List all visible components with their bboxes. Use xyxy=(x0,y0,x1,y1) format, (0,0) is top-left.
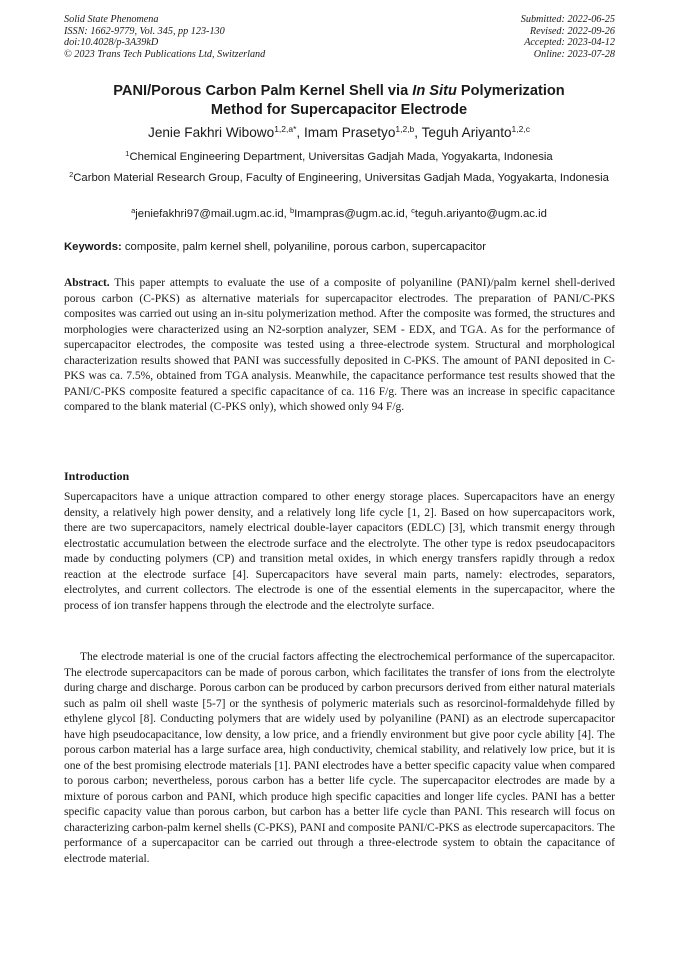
keywords xyxy=(64,240,619,255)
journal-info xyxy=(64,14,265,60)
journal-name: Solid State Phenomena xyxy=(64,14,159,25)
email[interactable]: $^b$Imampras@ugm.ac.id xyxy=(289,206,405,220)
abstract xyxy=(64,276,615,416)
author-emails: $^a$jeniefakhri97@mail.ugm.ac.id, $^b$Imampras@ugm.ac.id, $^c$teguh.ariyanto@ugm.ac.id xyxy=(131,206,547,220)
submitted-date: Submitted: 2022-06-25 xyxy=(520,14,615,25)
author: Imam Prasetyo$^{1,2,b}$, xyxy=(303,124,422,140)
copyright-line: © 2023 Trans Tech Publications Ltd, Switzerland xyxy=(64,48,266,60)
title-line-1: PANI/Porous Carbon Palm Kernel Shell via In Situ Polymerization xyxy=(113,83,565,99)
section-heading-introduction: Introduction xyxy=(64,469,130,483)
author: Teguh Ariyanto$^{1,2,c}$ xyxy=(421,124,530,140)
publication-dates xyxy=(521,14,615,60)
title-line-2: Method for Supercapacitor Electrode xyxy=(210,102,468,118)
doi-line: doi:10.4028/p-3A39kD xyxy=(64,37,159,49)
affiliation-1: $^1$Chemical Engineering Department, Universitas Gadjah Mada, Yogyakarta, Indonesia xyxy=(125,149,553,163)
keywords-text: composite, palm kernel shell, polyaniline, porous carbon, supercapacitor xyxy=(121,241,486,253)
affiliation-2: $^2$Carbon Material Research Group, Faculty of Engineering, Universitas Gadjah Mada, Yogyakarta, Indonesia xyxy=(69,170,609,184)
intro-paragraph-1: Supercapacitors have a unique attraction compared to other energy storage places. Supercapacitors have an energy density, a relatively high power density, and a relatively long life cycle [1, 2]. Based on how supercapacitors work, there are two supercapacitors, namely electrical double-layer capacitors (EDLC) [3], which transmit energy through electrostatic accumulation between the electrode surface and the electrolyte. The other type is redox pseudocapacitors made by conducting polymers (CP) and transition metal oxides, in which energy transfers rapidly through a redox reaction at the electrode surface [4]. Supercapacitors have several main parts, namely: electrodes, separators, electrolytes, and current collectors. The electrode is one of the essential elements in the supercapacitor, where the process of ion transfer happens through the electrode and the electrolyte surface. xyxy=(64,491,615,612)
issn-line: ISSN: 1662-9779, Vol. 345, pp 123-130 xyxy=(64,25,225,37)
author: Jenie Fakhri Wibowo$^{1,2,a*}$, xyxy=(148,124,304,140)
paper-title xyxy=(40,82,638,120)
email[interactable]: $^c$teguh.ariyanto@ugm.ac.id xyxy=(411,206,547,220)
abstract-text: This paper attempts to evaluate the use of a composite of polyaniline (PANI)/palm kernel shell-derived porous carbon (C-PKS) as alternative materials for supercapacitor electrodes. The preparation of PANI/C-PKS composites was carried out using an in-situ polymerization method. After the composite was formed, the structures and morphologies were characterized using an N2-sorption analyzer, SEM - EDX, and TGA. As for the performance of supercapacitor electrodes, the composite was tested using a three-electrode system. Structural and morphological characterization results showed that PANI was successfully deposited in C-PKS. The amount of PANI deposited in C-PKS was ca. 7.5%, obtained from TGA analysis. Meanwhile, the capacitance performance test results showed that the PANI/C-PKS composite featured a specific capacitance of ca. 116 F/g. There was an increase in specific capacitance compared to the blank material (C-PKS only), which showed only 94 F/g. xyxy=(64,277,615,413)
email[interactable]: $^a$jeniefakhri97@mail.ugm.ac.id xyxy=(131,206,284,220)
accepted-date: Accepted: 2023-04-12 xyxy=(524,37,615,49)
author-list xyxy=(30,124,648,141)
intro-paragraph-2: The electrode material is one of the crucial factors affecting the electrochemical performance of the supercapacitor. The electrode supercapacitors can be made of porous carbon, which facilitates the transfer of ions from the electrolyte during charge and discharge. Porous carbon can be produced by carbon precursors derived from either natural materials such as palm oil shell waste [5-7] or the synthesis of polymeric materials such as resorcinol-formaldehyde filled by ethylene glycol [8]. Conducting polymers that are widely used by polyaniline (PANI) as an electrode supercapacitor have high pseudocapacitance, low density, a low price, and a friendly environment but give poor cycle ability [4]. The porous carbon material has a large surface area, high conductivity, chemical stability, and relatively low price, but it is one of the best promising electrode materials [1]. PANI electrodes have a better specific capacity value when compared to porous carbon; nevertheless, porous carbon has a better life cycle. The supercapacitor electrodes are made by a mixture of porous carbon and PANI, which produce high specific capacities and longer life cycles. PANI has a better specific capacity value than porous carbon, but carbon has a better life cycle than PANI. This research will focus on characterizing carbon-palm kernel shells (C-PKS), PANI and composite PANI/C-PKS as electrode supercapacitors. The performance of a supercapacitor can be carried out through a three-electrode system to obtain the capacitance of electrode material. xyxy=(64,651,615,865)
online-date: Online: 2023-07-28 xyxy=(533,48,615,60)
keywords-label: Keywords: xyxy=(64,241,122,253)
abstract-label: Abstract. xyxy=(64,277,110,289)
revised-date: Revised: 2022-09-26 xyxy=(529,25,615,37)
